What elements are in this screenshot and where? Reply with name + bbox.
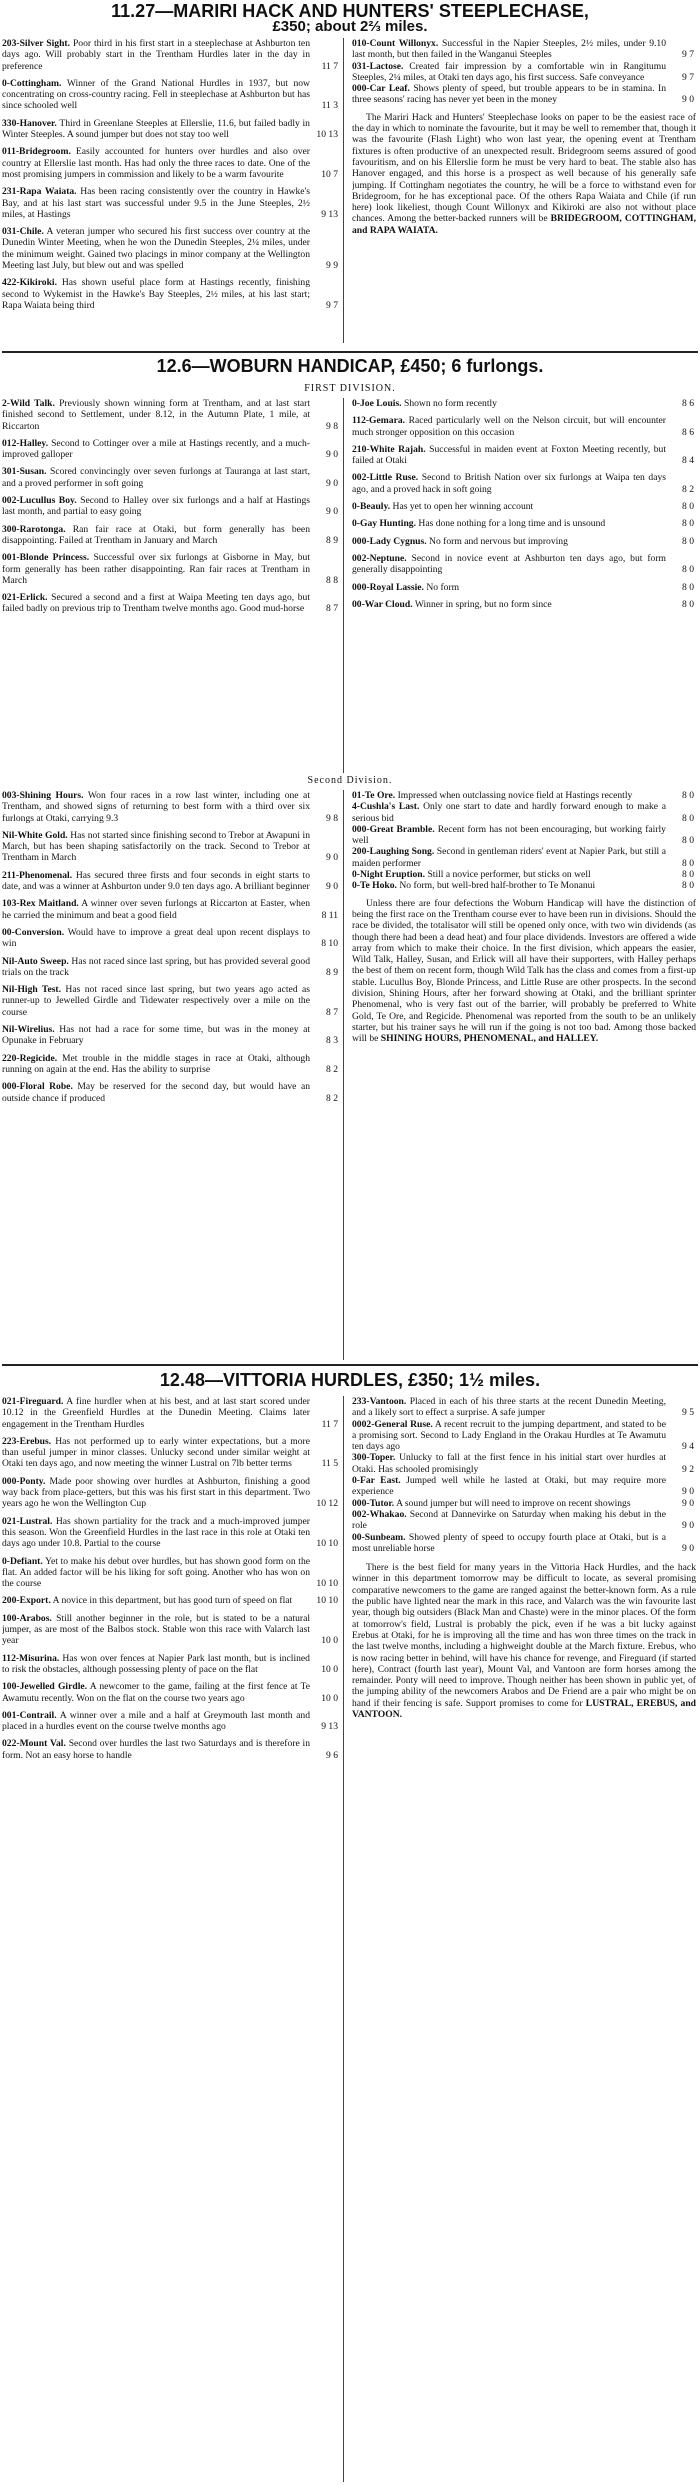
horse-weight: 9 6 xyxy=(326,1749,338,1761)
race-3-title-line1: 12.48—VITTORIA HURDLES, £350; 1½ miles. xyxy=(159,1372,541,1390)
horse-name: 330-Hanover. xyxy=(2,117,57,129)
horse-weight: 10 0 xyxy=(321,1663,338,1675)
horse-weight: 9 5 xyxy=(682,1407,694,1419)
horse-name: 01-Te Ore. xyxy=(352,790,396,801)
horse-comment: Poor third in his first start in a steeplechase at Ashburton ten days ago. Will probably start in the Trentham Hurdles later in the day in preference xyxy=(2,38,310,72)
horse-comment: Only one start to date and hardly forward enough to make a serious bid xyxy=(352,801,666,824)
horse-name: 002-Little Ruse. xyxy=(352,472,419,484)
horse-name: Nil-Wirelius. xyxy=(2,1024,55,1036)
horse-weight: 9 0 xyxy=(326,477,338,489)
horse-entry xyxy=(2,495,340,518)
horse-entry xyxy=(352,1509,696,1532)
race-3-review-pick: LUSTRAL, EREBUS, and VANTOON. xyxy=(352,1697,696,1721)
race-3-section xyxy=(0,1368,700,2484)
horse-comment: Has yet to open her winning account xyxy=(392,501,534,513)
horse-comment: Has shown useful place form at Hastings recently, finishing second to Wykemist in the Hawke's Bay Steeples, 2½ miles, at his last start; Rapa Waiata being third xyxy=(2,277,310,311)
horse-entry xyxy=(2,1396,340,1430)
horse-entry xyxy=(352,61,696,84)
horse-weight: 8 0 xyxy=(682,518,694,530)
horse-entry xyxy=(352,518,696,529)
horse-weight: 8 0 xyxy=(682,835,694,847)
horse-comment: Created fair impression by a comfortable win in Rangitumu Steeples, 2¼ miles, at Otaki ten days ago, his first success. Safe conveyance xyxy=(352,60,666,83)
race-2-review xyxy=(352,898,696,1045)
horse-comment: Unlucky to fall at the first fence in his initial start over hurdles at Otaki. Has schooled promisingly xyxy=(352,1452,666,1475)
horse-comment: Has won over fences at Napier Park last month, but is inclined to risk the obstacles, although possessing plenty of pace on the flat xyxy=(2,1652,310,1675)
horse-comment: Second to Cottinger over a mile at Hastings recently, and a much-improved galloper xyxy=(2,437,310,461)
horse-weight: 8 0 xyxy=(682,535,694,547)
horse-entry xyxy=(2,118,340,141)
horse-name: 112-Gemara. xyxy=(352,415,406,427)
horse-entry xyxy=(2,1681,340,1704)
horse-comment: Second to Halley over six furlongs and a half at Hastings last month, and partial to easy going xyxy=(2,495,310,518)
horse-entry xyxy=(2,226,340,271)
horse-entry xyxy=(2,956,340,979)
section-divider xyxy=(2,351,698,353)
horse-name: 0002-General Ruse. xyxy=(352,1418,433,1430)
horse-entry xyxy=(2,38,340,72)
horse-weight: 9 13 xyxy=(321,208,338,220)
column-rule xyxy=(343,38,344,343)
horse-name: 002-Lucullus Boy. xyxy=(2,495,77,507)
horse-name: 001-Contrail. xyxy=(2,1709,57,1721)
horse-weight: 8 0 xyxy=(682,501,694,513)
horse-name: 0-Defiant. xyxy=(2,1555,43,1567)
horse-name: 0-Far East. xyxy=(352,1475,401,1487)
horse-entry xyxy=(352,501,696,512)
first-division-heading: FIRST DIVISION. xyxy=(304,383,396,394)
horse-weight: 10 10 xyxy=(316,1595,338,1607)
horse-entry xyxy=(2,277,340,311)
column-rule xyxy=(343,398,344,773)
horse-entry xyxy=(352,536,696,547)
horse-comment: Previously shown winning form at Trentham, and at last start finished second to Settlement, under 8.12, in the Autumn Plate, 1 mile, at Riccarton xyxy=(2,398,310,432)
horse-weight: 8 9 xyxy=(326,534,338,546)
horse-comment: Ran fair race at Otaki, but form generally has been disappointing. Failed at Trentham in January and March xyxy=(2,523,310,546)
horse-entry xyxy=(2,898,340,921)
section-divider xyxy=(2,1364,698,1366)
horse-name: Nil-White Gold. xyxy=(2,829,68,841)
horse-entry xyxy=(2,1738,340,1761)
horse-weight: 11 7 xyxy=(321,1418,338,1430)
horse-name: 200-Export. xyxy=(2,1595,51,1607)
horse-entry xyxy=(2,830,340,864)
horse-entry xyxy=(2,1556,340,1590)
horse-entry xyxy=(2,1595,340,1606)
race-1-title-line2: £350; about 2⅔ miles. xyxy=(272,18,428,33)
horse-weight: 8 6 xyxy=(682,426,694,438)
race-2-div2-left-column xyxy=(2,790,340,1360)
horse-entry xyxy=(352,444,696,467)
horse-name: 011-Bridegroom. xyxy=(2,146,71,158)
horse-comment: Won four races in a row last winter, including one at Trentham, and showed signs of returning to best form with a third over six furlongs at Otaki, carrying 9.3 xyxy=(2,790,310,824)
horse-comment: Scored convincingly over seven furlongs at Tauranga at last start, and a proved performer in soft going xyxy=(2,466,310,489)
horse-comment: Secured a second and a first at Waipa Meeting ten days ago, but failed badly on previous trip to Trentham twelve months ago. Good mud-horse xyxy=(2,592,310,615)
horse-name: 103-Rex Maitland. xyxy=(2,898,79,910)
horse-name: 0-Gay Hunting. xyxy=(352,518,416,530)
horse-name: 220-Regicide. xyxy=(2,1052,58,1064)
horse-entry xyxy=(2,1516,340,1550)
race-3-review xyxy=(352,1562,696,1720)
race-1-title xyxy=(0,3,700,33)
horse-comment: No form, but well-bred half-brother to Te Monanui xyxy=(399,880,596,892)
horse-name: 0-Beauly. xyxy=(352,501,391,513)
horse-name: 100-Jewelled Girdle. xyxy=(2,1681,88,1693)
horse-name: Nil-Auto Sweep. xyxy=(2,955,69,967)
horse-weight: 8 2 xyxy=(326,1092,338,1104)
horse-name: 00-War Cloud. xyxy=(352,598,413,610)
horse-name: 301-Susan. xyxy=(2,466,47,478)
horse-comment: Has been racing consistently over the country in Hawke's Bay, and at his last start was successful under 9.5 in the June Steeples, 2½ miles, at Hastings xyxy=(2,186,310,220)
horse-name: Nil-High Test. xyxy=(2,984,62,996)
horse-name: 031-Lactose. xyxy=(352,60,404,72)
horse-weight: 8 6 xyxy=(682,398,694,409)
horse-weight: 9 8 xyxy=(326,420,338,432)
race-1-title-line1: 11.27—MARIRI HACK AND HUNTERS' STEEPLECHASE, xyxy=(111,3,589,21)
horse-weight: 8 3 xyxy=(326,1035,338,1047)
horse-entry xyxy=(352,1532,696,1555)
horse-weight: 8 0 xyxy=(682,790,694,801)
horse-name: 203-Silver Sight. xyxy=(2,38,71,49)
horse-name: 031-Chile. xyxy=(2,226,44,238)
race-2-div1-right-column xyxy=(352,398,696,774)
horse-weight: 11 7 xyxy=(321,60,338,72)
horse-weight: 8 4 xyxy=(682,455,694,467)
horse-entry xyxy=(352,582,696,593)
horse-name: 00-Sunbeam. xyxy=(352,1531,406,1543)
horse-entry xyxy=(352,472,696,495)
horse-weight: 11 5 xyxy=(321,1458,338,1470)
horse-weight: 9 4 xyxy=(682,1441,694,1453)
horse-weight: 8 7 xyxy=(326,603,338,615)
horse-weight: 10 13 xyxy=(316,129,338,141)
race-3-left-column xyxy=(2,1396,340,2484)
horse-name: 021-Fireguard. xyxy=(2,1396,64,1407)
horse-comment: Has not had a race for some time, but was in the money at Opunake in February xyxy=(2,1024,310,1047)
horse-entry xyxy=(352,599,696,610)
horse-comment: Second in novice event at Ashburton ten days ago, but form generally disappointing xyxy=(352,552,666,576)
horse-comment: No form xyxy=(426,581,460,593)
horse-name: 0-Joe Louis. xyxy=(352,398,402,409)
horse-entry xyxy=(352,790,696,801)
horse-comment: A recent recruit to the jumping department, and stated to be a promising sort. Second to Lady England in the Orakau Hurdles at Te Awamutu ten days ago xyxy=(352,1418,666,1453)
horse-entry xyxy=(2,1476,340,1510)
horse-comment: Met trouble in the middle stages in race at Otaki, although running on again at the end. Has the ability to surprise xyxy=(2,1052,311,1075)
horse-comment: Second at Dannevirke on Saturday when making his debut in the role xyxy=(352,1508,666,1532)
horse-entry xyxy=(352,880,696,891)
horse-entry xyxy=(352,824,696,847)
horse-comment: A veteran jumper who secured his first success over country at the Dunedin Winter Meeting, when he won the Dunedin Steeples, 2¼ miles, under the minimum weight. Gained two placings in minor company at the Wellington Meeting last July, but blew out and was spelled xyxy=(2,226,311,272)
horse-weight: 8 0 xyxy=(682,598,694,610)
horse-comment: Second to British Nation over six furlongs at Waipa ten days ago, and a proved hack in soft going xyxy=(352,472,666,495)
horse-name: 112-Misurina. xyxy=(2,1652,60,1664)
horse-name: 000-Tutor. xyxy=(352,1497,395,1509)
column-rule xyxy=(343,790,344,1360)
horse-weight: 10 0 xyxy=(321,1635,338,1647)
horse-name: 002-Whakao. xyxy=(352,1508,407,1520)
horse-weight: 9 0 xyxy=(682,1520,694,1532)
horse-weight: 9 0 xyxy=(682,94,694,106)
race-2-section xyxy=(0,354,700,1361)
race-1-section xyxy=(0,0,700,346)
horse-comment: Third in Greenlane Steeples at Ellerslie, 11.6, but failed badly in Winter Steeples. A sound jumper but does not stay too well xyxy=(2,117,310,141)
horse-name: 300-Rarotonga. xyxy=(2,523,66,535)
race-1-review-text: The Mariri Hack and Hunters' Steeplechase looks on paper to be the easiest race of the day in which to nominate the favourite, but it may be well to remember that, though it was the favourite (Flash Light) who won last year, the opening event at Trentham fixtures is often productive of an unexpected result. Bridegroom seems assured of good favouritism, and on his Ellerslie form he must be very hard to beat. The stable also has Hanover engaged, and this horse is a prospect as well because of his generally safe jumping. If Cottingham negotiates the country, he will be a force to withstand even for Bridegroom, for he has exceptional pace. Of the others Rapa Waiata and Chile (if run here) look likeliest, though Count Willonyx and Kikiroki are also not without place chances. Among the better-backed runners will be xyxy=(352,111,696,225)
horse-comment: A sound jumper but will need to improve on recent showings xyxy=(396,1497,631,1509)
horse-comment: Showed plenty of speed to occupy fourth place at Otaki, but is a most unreliable horse xyxy=(352,1531,666,1554)
horse-entry xyxy=(2,1436,340,1470)
horse-name: 4-Cushla's Last. xyxy=(352,801,420,813)
horse-entry xyxy=(352,553,696,576)
horse-entry xyxy=(2,1053,340,1076)
horse-comment: Successful over six furlongs at Gisborne in May, but form generally has been rather disappointing. Ran fair races at Trentham in March xyxy=(2,552,311,586)
horse-name: 022-Mount Val. xyxy=(2,1738,66,1750)
horse-entry xyxy=(2,1653,340,1676)
horse-entry xyxy=(352,83,696,106)
horse-name: 233-Vantoon. xyxy=(352,1396,407,1407)
horse-weight: 9 7 xyxy=(682,71,694,83)
horse-weight: 8 0 xyxy=(682,812,694,824)
horse-entry xyxy=(352,415,696,438)
horse-comment: Recent form has not been encouraging, but working fairly well xyxy=(352,823,666,847)
horse-weight: 8 2 xyxy=(326,1063,338,1075)
horse-comment: Has done nothing for a long time and is unsound xyxy=(418,518,606,530)
horse-comment: Has not started since finishing second to Trebor at Awapuni in March, but has been shaping satisfactorily on the track. Second to Trebor at Trentham in March xyxy=(2,829,311,864)
horse-entry xyxy=(2,592,340,615)
horse-weight: 9 0 xyxy=(326,852,338,864)
horse-name: 003-Shining Hours. xyxy=(2,790,84,801)
horse-name: 000-Floral Robe. xyxy=(2,1081,73,1093)
race-2-review-text: Unless there are four defections the Woburn Handicap will have the distinction of being the first race on the Trentham course ever to have been run in divisions. Should the race be divided, the totalisator will still be opened only once, with two win dividends (as though there had been a dead heat) and four place dividends. Investors are offered a wide array from which to make their choice. In the first division, which appears the easier, Wild Talk, Halley, Susan, and Erlick will all have their supporters, with Halley perhaps the best of them on recent form, though Wild Talk has the class and comes from a first-up stable. Lucullus Boy, Blonde Princess, and Little Ruse are other prospects. In the second division, Shining Hours, after her forward showing at Otaki, and the brilliant sprinter Phenomenal, who is very fast out of the barrier, will probably be preferred to White Gold, Te Ore, and Regicide. Phenomenal was reported from the south to be an unlikely starter, but his trainer says he will run if the going is not too bad. Among those backed will be xyxy=(352,897,696,1045)
horse-comment: Made poor showing over hurdles at Ashburton, finishing a good way back from place-getters, but this was his first start in this department. Two years ago he won the Wellington Cup xyxy=(2,1475,310,1510)
horse-name: 00-Conversion. xyxy=(2,926,65,938)
horse-weight: 9 0 xyxy=(326,506,338,518)
horse-name: 021-Lustral. xyxy=(2,1515,53,1527)
horse-weight: 8 0 xyxy=(682,857,694,869)
horse-weight: 8 9 xyxy=(326,966,338,978)
horse-name: 2-Wild Talk. xyxy=(2,398,55,409)
horse-weight: 10 7 xyxy=(321,168,338,180)
horse-entry xyxy=(352,38,696,61)
horse-entry xyxy=(2,186,340,220)
horse-name: 010-Count Willonyx. xyxy=(352,38,439,49)
horse-comment: Second over hurdles the last two Saturdays and is therefore in form. Not an easy horse to handle xyxy=(2,1738,310,1761)
horse-weight: 9 9 xyxy=(326,260,338,272)
horse-weight: 9 7 xyxy=(326,299,338,311)
horse-entry xyxy=(2,1710,340,1733)
horse-name: 0-Night Eruption. xyxy=(352,869,426,881)
horse-name: 422-Kikiroki. xyxy=(2,277,57,289)
horse-name: 021-Erlick. xyxy=(2,592,48,604)
horse-weight: 9 2 xyxy=(682,1463,694,1475)
horse-weight: 9 0 xyxy=(326,881,338,893)
horse-entry xyxy=(352,1475,696,1498)
horse-comment: A fine hurdler when at his best, and at last start scored under 10.12 in the Greenfield Hurdles at the Dunedin Meeting. Claims later engagement in the Trentham Hurdles xyxy=(2,1396,310,1430)
horse-weight: 8 0 xyxy=(682,869,694,881)
horse-comment: Has secured three firsts and four seconds in eight starts to date, and was a winner at Ashburton under 9.0 ten days ago. A brilliant beginner xyxy=(2,869,310,893)
race-1-left-column xyxy=(2,38,340,344)
horse-entry xyxy=(352,1419,696,1453)
horse-entry xyxy=(2,78,340,112)
horse-weight: 8 0 xyxy=(682,581,694,593)
horse-weight: 8 7 xyxy=(326,1006,338,1018)
horse-comment: May be reserved for the second day, but would have an outside chance if produced xyxy=(2,1081,310,1104)
horse-weight: 9 0 xyxy=(326,449,338,461)
horse-comment: Still a novice performer, but sticks on well xyxy=(427,869,591,881)
horse-comment: Impressed when outclassing novice field at Hastings recently xyxy=(397,790,633,801)
horse-name: 0-Cottingham. xyxy=(2,77,62,89)
horse-entry xyxy=(2,870,340,893)
horse-entry xyxy=(2,552,340,586)
race-2-review-pick: SHINING HOURS, PHENOMENAL, and HALLEY. xyxy=(380,1033,599,1045)
horse-name: 000-Lady Cygnus. xyxy=(352,535,427,547)
horse-name: 210-White Rajah. xyxy=(352,443,426,455)
horse-weight: 10 0 xyxy=(321,1692,338,1704)
horse-weight: 9 8 xyxy=(326,812,338,824)
race-2-div2-right-column xyxy=(352,790,696,1360)
race-1-review-pick: BRIDEGROOM, COTTINGHAM, and RAPA WAIATA. xyxy=(352,213,696,236)
race-1-review xyxy=(352,112,696,236)
horse-weight: 9 7 xyxy=(682,49,694,61)
race-2-title xyxy=(0,358,700,378)
horse-entry xyxy=(2,438,340,461)
horse-name: 231-Rapa Waiata. xyxy=(2,186,77,198)
horse-weight: 10 10 xyxy=(316,1578,338,1590)
horse-comment: Easily accounted for hunters over hurdles and also over country at Ellerslie last month. Has had only the three races to date. One of the most promising jumpers in commission and likely to be a warm favourite xyxy=(2,146,310,180)
horse-comment: Shows plenty of speed, but trouble appears to be in stamina. In three seasons' racing has never yet been in the money xyxy=(352,83,666,106)
race-2-title-line1: 12.6—WOBURN HANDICAP, £450; 6 furlongs. xyxy=(156,358,544,376)
horse-entry xyxy=(352,1452,696,1475)
horse-name: 000-Ponty. xyxy=(2,1475,46,1487)
horse-entry xyxy=(352,1396,696,1419)
horse-comment: Yet to make his debut over hurdles, but has shown good form on the flat. An added factor will be his liking for soft going. Another who has won on the course xyxy=(2,1555,310,1590)
horse-comment: Would have to improve a great deal upon recent displays to win xyxy=(2,926,310,950)
horse-entry xyxy=(352,846,696,869)
horse-entry xyxy=(2,790,340,824)
horse-comment: Has shown partiality for the track and a much-improved jumper this season. Won the Greenfield Hurdles in the last race in this role at Otaki ten days ago under 10.8. Partial to the course xyxy=(2,1515,310,1550)
horse-weight: 8 0 xyxy=(682,880,694,892)
horse-name: 0-Te Hoko. xyxy=(352,880,397,892)
horse-comment: A winner over a mile and a half at Greymouth last month and placed in a hurdles event on the course twelve months ago xyxy=(2,1709,311,1733)
second-division-heading: Second Division. xyxy=(307,775,393,786)
horse-weight: 9 0 xyxy=(682,1542,694,1554)
race-3-title xyxy=(0,1372,700,1392)
horse-weight: 8 10 xyxy=(321,938,338,950)
horse-weight: 10 12 xyxy=(316,1498,338,1510)
horse-comment: Winner of the Grand National Hurdles in 1937, but now concentrating on cross-country racing. Fell in steeplechase at Ashburton but has since schooled well xyxy=(2,77,310,112)
horse-weight: 8 0 xyxy=(682,564,694,576)
horse-entry xyxy=(2,1613,340,1647)
horse-comment: Has not raced since last spring, but has provided several good trials on the track xyxy=(2,955,310,978)
horse-entry xyxy=(2,466,340,489)
horse-name: 223-Erebus. xyxy=(2,1435,52,1447)
horse-entry xyxy=(352,801,696,824)
horse-comment: Second in gentleman riders' event at Napier Park, but still a maiden performer xyxy=(352,846,667,869)
horse-name: 100-Arabos. xyxy=(2,1612,52,1624)
horse-entry xyxy=(352,1498,696,1509)
horse-name: 000-Great Bramble. xyxy=(352,823,435,835)
horse-comment: No form and nervous but improving xyxy=(429,535,568,547)
horse-name: 300-Toper. xyxy=(352,1452,396,1464)
horse-name: 000-Car Leaf. xyxy=(352,83,410,95)
horse-weight: 9 0 xyxy=(682,1497,694,1509)
horse-comment: Jumped well while he lasted at Otaki, but may require more experience xyxy=(352,1475,666,1498)
horse-weight: 10 10 xyxy=(316,1538,338,1550)
horse-comment: Has not performed up to early winter expectations, but a more than useful jumper in minor classes. Unlucky second under similar weight at Otaki ten days ago, and now meeting the winner Lustral on 7lb better terms xyxy=(2,1435,310,1470)
horse-name: 001-Blonde Princess. xyxy=(2,552,90,564)
horse-entry xyxy=(2,1024,340,1047)
horse-entry xyxy=(2,146,340,180)
horse-weight: 8 8 xyxy=(326,574,338,586)
horse-weight: 9 13 xyxy=(321,1721,338,1733)
race-2-div1-left-column xyxy=(2,398,340,774)
horse-comment: Still another beginner in the role, but is stated to be a natural jumper, as are most of the Balbos stock. Stable won this race with Valarch last year xyxy=(2,1612,310,1647)
horse-entry xyxy=(2,1081,340,1104)
horse-name: 211-Phenomenal. xyxy=(2,869,73,881)
horse-name: 000-Royal Lassie. xyxy=(352,581,424,593)
column-rule xyxy=(343,1396,344,2482)
horse-name: 012-Halley. xyxy=(2,437,49,449)
horse-comment: Successful in maiden event at Foxton Meeting recently, but failed at Otaki xyxy=(352,443,666,467)
horse-entry xyxy=(2,984,340,1018)
horse-comment: Raced particularly well on the Nelson circuit, but will encounter much stronger opposition on this occasion xyxy=(352,415,666,438)
race-1-right-column xyxy=(352,38,696,344)
horse-entry xyxy=(2,524,340,547)
horse-weight: 8 2 xyxy=(682,483,694,495)
horse-entry xyxy=(352,869,696,880)
horse-name: 002-Neptune. xyxy=(352,552,407,564)
horse-comment: Successful in the Napier Steeples, 2½ miles, under 9.10 last month, but then failed in the Wanganui Steeples xyxy=(352,38,666,61)
horse-comment: Placed in each of his three starts at the recent Dunedin Meeting, and a likely sort to effect a surprise. A safe jumper xyxy=(352,1396,666,1419)
horse-entry xyxy=(352,398,696,409)
horse-name: 200-Laughing Song. xyxy=(352,846,435,858)
race-3-review-text: There is the best field for many years in the Vittoria Hack Hurdles, and the hack winner in this department tomorrow may be difficult to locate, as several promising comparative newcomers to the game are ranged against the better-known form. As a rule the public have lighted near the mark in this race, and Valarch was the win favourite last year, though big outsiders (Black Man and Chaste) were in the minor places. Of the form at tomorrow's field, Lustral is probably the pick, even if he was a bit lucky against Erebus at Otaki, for he is improving all the time and has won three times on the track in the last twelve months, including a highweight double at the March fixture. Erebus, who is now racing better in behind, will have his chance for revenge, and Fireguard (if started here), Contract (fourth last year), Mount Val, and Vantoon are form horses among the remainder. Ponty will need to improve. Though neither has been shown in public yet, of the jumping ability of the newcomers Arabos and De Friend are a pair who might be on hand if their fencing is safe. Support promises to come for xyxy=(352,1562,696,1709)
horse-comment: Has not raced since last spring, but two years ago acted as runner-up to Jewelled Girdle and Tidewater respectively over a mile on the course xyxy=(2,984,310,1018)
horse-comment: Shown no form recently xyxy=(403,398,497,409)
horse-weight: 8 11 xyxy=(321,909,338,921)
horse-comment: Winner in spring, but no form since xyxy=(414,598,552,610)
race-3-right-column xyxy=(352,1396,696,2484)
horse-comment: A newcomer to the game, failing at the first fence at Te Awamutu recently. Won on the flat on the course two years ago xyxy=(2,1681,311,1704)
horse-entry xyxy=(2,927,340,950)
horse-weight: 9 0 xyxy=(682,1486,694,1498)
horse-comment: A winner over seven furlongs at Riccarton at Easter, when he carried the minimum and beat a good field xyxy=(2,898,310,921)
horse-weight: 11 3 xyxy=(321,100,338,112)
horse-comment: A novice in this department, but has good turn of speed on flat xyxy=(52,1595,293,1607)
horse-entry xyxy=(2,398,340,432)
